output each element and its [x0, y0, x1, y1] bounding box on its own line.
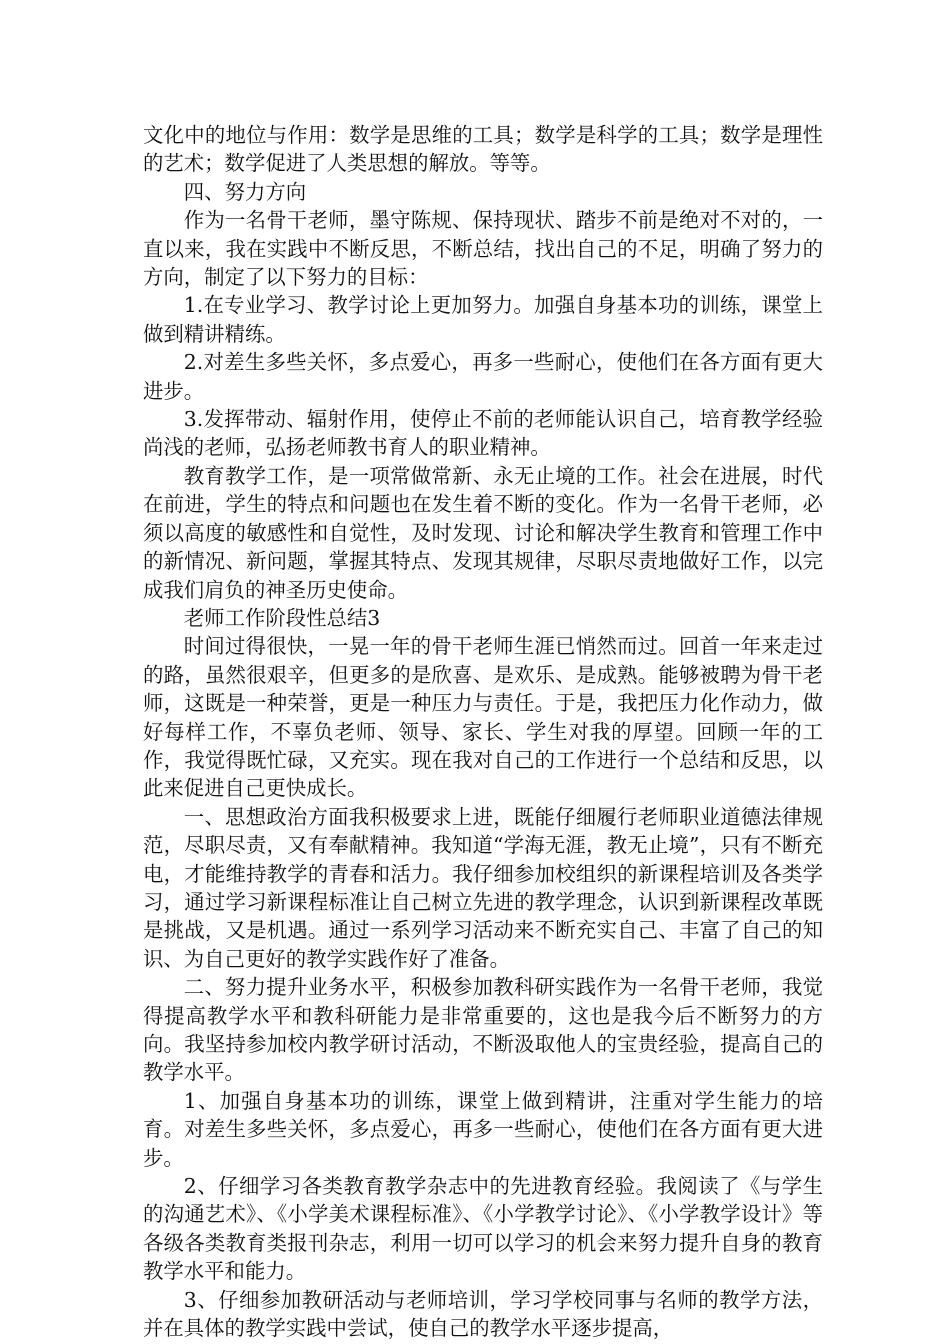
goal-item-1: 1.在专业学习、教学讨论上更加努力。加强自身基本功的训练，课堂上做到精讲精练。: [143, 293, 823, 346]
paragraph-2: 作为一名骨干老师，墨守陈规、保持现状、踏步不前是绝对不对的，一直以来，我在实践中不断反思，不断总结，找出自己的不足，明确了努力的方向，制定了以下努力的目标：: [143, 208, 823, 290]
paragraph-9: 一、思想政治方面我积极要求上进，既能仔细履行老师职业道德法律规范，尽职尽责，又有奉献精神。我知道“学海无涯，教无止境”，只有不断充电，才能维持教学的青春和活力。我仔细参加校组织的新课程培训及各类学习，通过学习新课程标准让自己树立先进的教学理念，认识到新课程改革既是挑战，又是机遇。通过一系列学习活动来不断充实自己、丰富了自己的知识、为自己更好的教学实践作好了准备。: [143, 804, 823, 971]
section-title-summary-3: 老师工作阶段性总结3: [183, 605, 381, 630]
list-item-3: 3、仔细参加教研活动与老师培训，学习学校同事与名师的教学方法，并在具体的教学实践中尝试，使自己的教学水平逐步提高，: [143, 1287, 823, 1341]
paragraph-6: 教育教学工作，是一项常做常新、永无止境的工作。社会在进展，时代在前进，学生的特点和问题也在发生着不断的变化。作为一名骨干老师，必须以高度的敏感性和自觉性，及时发现、讨论和解决学生教育和管理工作中的新情况、新问题，掌握其特点、发现其规律，尽职尽责地做好工作，以完成我们肩负的神圣历史使命。: [143, 463, 823, 602]
paragraph-10: 二、努力提升业务水平，积极参加教科研实践作为一名骨干老师，我觉得提高教学水平和教科研能力是非常重要的，这也是我今后不断努力的方向。我坚持参加校内教学研讨活动，不断汲取他人的宝贵经验，提高自己的教学水平。: [143, 975, 823, 1085]
list-item-1: 1、加强自身基本功的训练，课堂上做到精讲，注重对学生能力的培育。对差生多些关怀，多点爱心，再多一些耐心，使他们在各方面有更大进步。: [143, 1088, 823, 1170]
goal-item-2: 2.对差生多些关怀，多点爱心，再多一些耐心，使他们在各方面有更大进步。: [143, 350, 823, 403]
list-item-2: 2、仔细学习各类教育教学杂志中的先进教育经验。我阅读了《与学生的沟通艺术》、《小学美术课程标准》、《小学教学讨论》、《小学教学设计》等各级各类教育类报刊杂志，利用一切可以学习的机会来努力提升自身的教育教学水平和能力。: [143, 1174, 823, 1284]
paragraph-8: 时间过得很快，一晃一年的骨干老师生涯已悄然而过。回首一年来走过的路，虽然很艰辛，但更多的是欣喜、是欢乐、是成熟。能够被聘为骨干老师，这既是一种荣誉，更是一种压力与责任。于是，我把压力化作动力，做好每样工作，不辜负老师、领导、家长、学生对我的厚望。回顾一年的工作，我觉得既忙碌，又充实。现在我对自己的工作进行一个总结和反思，以此来促进自己更快成长。: [143, 634, 823, 801]
goal-item-3: 3.发挥带动、辐射作用，使停止不前的老师能认识自己，培育教学经验尚浅的老师，弘扬老师教书育人的职业精神。: [143, 407, 823, 460]
section-heading-effort-direction: 四、努力方向: [183, 179, 307, 204]
paragraph-0: 文化中的地位与作用：数学是思维的工具；数学是科学的工具；数学是理性的艺术；数学促进了人类思想的解放。等等。: [143, 123, 823, 176]
document-page: [143, 121, 823, 1342]
